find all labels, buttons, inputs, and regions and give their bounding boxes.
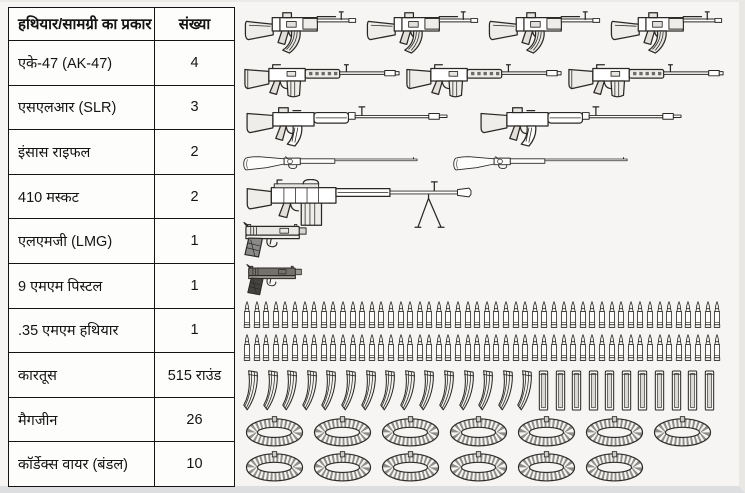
weapon-count-cell: 2 xyxy=(155,174,235,219)
bullet-icon xyxy=(540,332,548,364)
mag-curved-icon xyxy=(302,368,318,413)
bullet-icon xyxy=(665,299,673,331)
bullet-icon xyxy=(454,299,462,331)
bullet-icon xyxy=(253,299,261,331)
insas-rifles-row xyxy=(243,103,731,147)
slr-rifles-row xyxy=(243,59,731,103)
bullet-icon xyxy=(253,332,261,364)
bullet-icon xyxy=(684,332,692,364)
bullet-icon xyxy=(320,299,328,331)
coil-icon xyxy=(379,450,442,483)
mag-straight-icon xyxy=(686,368,699,413)
weapon-type-cell: .35 एमएम हथियार xyxy=(9,308,155,353)
mag-curved-icon xyxy=(459,368,475,413)
bullet-icon xyxy=(281,299,289,331)
bullet-icon xyxy=(320,332,328,364)
musket-icon xyxy=(243,149,423,179)
bullet-icon xyxy=(684,299,692,331)
weapon-type-cell: इंसास राइफल xyxy=(9,130,155,175)
coil-icon xyxy=(515,415,578,448)
weapon-count-cell: 26 xyxy=(155,397,235,442)
table-row xyxy=(9,174,235,219)
ak47-icon xyxy=(609,8,725,54)
mag-curved-icon xyxy=(517,368,533,413)
bullet-icon xyxy=(646,299,654,331)
coil-icon xyxy=(515,450,578,483)
bullet-icon xyxy=(377,299,385,331)
bullet-icon xyxy=(560,299,568,331)
bullet-icon xyxy=(646,332,654,364)
bullet-icon xyxy=(310,299,318,331)
mag-straight-icon xyxy=(703,368,716,413)
wire-coils-2-row xyxy=(243,450,731,483)
bullet-icon xyxy=(550,332,558,364)
bullet-icon xyxy=(656,332,664,364)
mag-straight-icon xyxy=(670,368,683,413)
mag-curved-icon xyxy=(341,368,357,413)
bullet-icon xyxy=(569,332,577,364)
coil-icon xyxy=(379,415,442,448)
bullet-icon xyxy=(243,299,251,331)
mag-curved-icon xyxy=(321,368,337,413)
coil-icon xyxy=(447,450,510,483)
table-row xyxy=(9,219,235,264)
bullet-icon xyxy=(560,332,568,364)
bullet-icon xyxy=(598,332,606,364)
musket-icon xyxy=(453,149,633,179)
bullet-icon xyxy=(512,332,520,364)
bullet-icon xyxy=(617,299,625,331)
bullet-icon xyxy=(608,299,616,331)
slr-icon xyxy=(567,59,725,103)
bullet-icon xyxy=(636,299,644,331)
weapon-count-cell: 3 xyxy=(155,85,235,130)
slr-icon xyxy=(243,59,401,103)
bullet-icon xyxy=(301,299,309,331)
weapon-count-cell: 4 xyxy=(155,41,235,86)
bullet-icon xyxy=(512,299,520,331)
bullet-icon xyxy=(329,299,337,331)
mag-curved-icon xyxy=(419,368,435,413)
bullet-icon xyxy=(694,299,702,331)
coil-icon xyxy=(583,415,646,448)
bullet-icon xyxy=(579,299,587,331)
bullet-icon xyxy=(349,299,357,331)
coil-icon xyxy=(243,415,306,448)
pistol-35-icon xyxy=(243,262,307,296)
bullet-icon xyxy=(243,332,251,364)
weapon-type-cell: कारतूस xyxy=(9,353,155,398)
mag-straight-icon xyxy=(537,368,550,413)
bullet-icon xyxy=(531,299,539,331)
bullet-icon xyxy=(281,332,289,364)
mag-curved-icon xyxy=(439,368,455,413)
bullet-icon xyxy=(368,332,376,364)
bullet-icon xyxy=(454,332,462,364)
bullet-icon xyxy=(272,332,280,364)
bullet-icon xyxy=(291,332,299,364)
weapon-count-cell: 1 xyxy=(155,263,235,308)
bullet-icon xyxy=(416,332,424,364)
bullet-icon xyxy=(349,332,357,364)
bullet-icon xyxy=(713,332,721,364)
bullet-icon xyxy=(416,299,424,331)
mag-curved-icon xyxy=(380,368,396,413)
bullet-icon xyxy=(310,332,318,364)
bullet-icon xyxy=(291,299,299,331)
slr-icon xyxy=(405,59,563,103)
bullet-icon xyxy=(713,299,721,331)
bullet-icon xyxy=(608,332,616,364)
bullet-icon xyxy=(531,332,539,364)
mag-straight-icon xyxy=(636,368,649,413)
bullet-icon xyxy=(397,299,405,331)
mag-curved-icon xyxy=(361,368,377,413)
bullet-icon xyxy=(272,299,280,331)
weapon-type-cell: एके-47 (AK-47) xyxy=(9,41,155,86)
coil-icon xyxy=(447,415,510,448)
bullet-icon xyxy=(425,332,433,364)
bullet-icon xyxy=(329,332,337,364)
coil-icon xyxy=(651,415,714,448)
cartridges-2-row xyxy=(243,332,731,364)
ak47-rifles-row xyxy=(243,8,731,54)
bullet-icon xyxy=(521,299,529,331)
table-row xyxy=(9,130,235,175)
table-row xyxy=(9,85,235,130)
coil-icon xyxy=(311,450,374,483)
bullet-icon xyxy=(444,299,452,331)
bullet-icon xyxy=(569,299,577,331)
bullet-icon xyxy=(262,299,270,331)
bullet-icon xyxy=(492,332,500,364)
coil-icon xyxy=(311,415,374,448)
pistol-9mm-icon xyxy=(243,219,309,259)
mag-curved-icon xyxy=(498,368,514,413)
insas-icon xyxy=(477,103,687,147)
weapon-type-cell: 410 मस्कट xyxy=(9,174,155,219)
mag-straight-icon xyxy=(653,368,666,413)
weapon-count-cell: 1 xyxy=(155,219,235,264)
table-row xyxy=(9,353,235,398)
magazines-row xyxy=(243,368,731,413)
weapon-type-cell: एसएलआर (SLR) xyxy=(9,85,155,130)
insas-icon xyxy=(243,103,453,147)
bullet-icon xyxy=(358,332,366,364)
bullet-icon xyxy=(588,299,596,331)
weapon-count-cell: 515 राउंड xyxy=(155,353,235,398)
bullet-icon xyxy=(627,299,635,331)
header-count: संख्या xyxy=(155,8,235,41)
bullet-icon xyxy=(627,332,635,364)
bullet-icon xyxy=(368,299,376,331)
bullet-icon xyxy=(579,332,587,364)
bullet-icon xyxy=(656,299,664,331)
pistol-35-row xyxy=(243,262,731,296)
bullet-icon xyxy=(262,332,270,364)
bullet-icon xyxy=(435,332,443,364)
mag-straight-icon xyxy=(603,368,616,413)
weapons-table xyxy=(8,7,235,487)
bullet-icon xyxy=(397,332,405,364)
weapon-count-cell: 10 xyxy=(155,442,235,487)
weapon-count-cell: 2 xyxy=(155,130,235,175)
bullet-icon xyxy=(301,332,309,364)
bullet-icon xyxy=(339,332,347,364)
bullet-icon xyxy=(550,299,558,331)
bullet-icon xyxy=(540,299,548,331)
bullet-icon xyxy=(483,332,491,364)
bullet-icon xyxy=(502,332,510,364)
bullet-icon xyxy=(406,332,414,364)
bullet-icon xyxy=(473,332,481,364)
table-row xyxy=(9,442,235,487)
bullet-icon xyxy=(358,299,366,331)
table-row xyxy=(9,397,235,442)
bullet-icon xyxy=(425,299,433,331)
coil-icon xyxy=(583,450,646,483)
bullet-icon xyxy=(492,299,500,331)
bullet-icon xyxy=(675,299,683,331)
bullet-icon xyxy=(704,299,712,331)
bullet-icon xyxy=(339,299,347,331)
bullet-icon xyxy=(435,299,443,331)
table-row xyxy=(9,263,235,308)
weapons-table-wrap xyxy=(8,7,234,487)
mag-curved-icon xyxy=(263,368,279,413)
mag-curved-icon xyxy=(243,368,259,413)
weapons-illustration xyxy=(243,2,731,488)
wire-coils-1-row xyxy=(243,415,731,448)
mag-straight-icon xyxy=(587,368,600,413)
bullet-icon xyxy=(387,332,395,364)
muskets-row xyxy=(243,149,731,179)
bullet-icon xyxy=(377,332,385,364)
ak47-icon xyxy=(243,8,359,54)
weapon-type-cell: कॉर्डेक्स वायर (बंडल) xyxy=(9,442,155,487)
bullet-icon xyxy=(464,299,472,331)
bullet-icon xyxy=(704,332,712,364)
table-row xyxy=(9,308,235,353)
bullet-icon xyxy=(598,299,606,331)
bullet-icon xyxy=(464,332,472,364)
bullet-icon xyxy=(406,299,414,331)
bullet-icon xyxy=(473,299,481,331)
cartridges-1-row xyxy=(243,299,731,331)
bullet-icon xyxy=(665,332,673,364)
bullet-icon xyxy=(636,332,644,364)
table-header-row xyxy=(9,8,235,41)
weapon-type-cell: 9 एमएम पिस्टल xyxy=(9,263,155,308)
bullet-icon xyxy=(588,332,596,364)
ak47-icon xyxy=(365,8,481,54)
bullet-icon xyxy=(502,299,510,331)
mag-curved-icon xyxy=(400,368,416,413)
header-weapon-type: हथियार/सामग्री का प्रकार xyxy=(9,8,155,41)
bullet-icon xyxy=(617,332,625,364)
bullet-icon xyxy=(483,299,491,331)
mag-straight-icon xyxy=(570,368,583,413)
bullet-icon xyxy=(675,332,683,364)
mag-straight-icon xyxy=(620,368,633,413)
mag-straight-icon xyxy=(554,368,567,413)
bullet-icon xyxy=(387,299,395,331)
bullet-icon xyxy=(444,332,452,364)
mag-curved-icon xyxy=(282,368,298,413)
weapon-count-cell: 1 xyxy=(155,308,235,353)
coil-icon xyxy=(243,450,306,483)
weapon-type-cell: एलएमजी (LMG) xyxy=(9,219,155,264)
bullet-icon xyxy=(521,332,529,364)
weapon-type-cell: मैगजीन xyxy=(9,397,155,442)
bullet-icon xyxy=(694,332,702,364)
mag-curved-icon xyxy=(478,368,494,413)
ak47-icon xyxy=(487,8,603,54)
table-row xyxy=(9,41,235,86)
